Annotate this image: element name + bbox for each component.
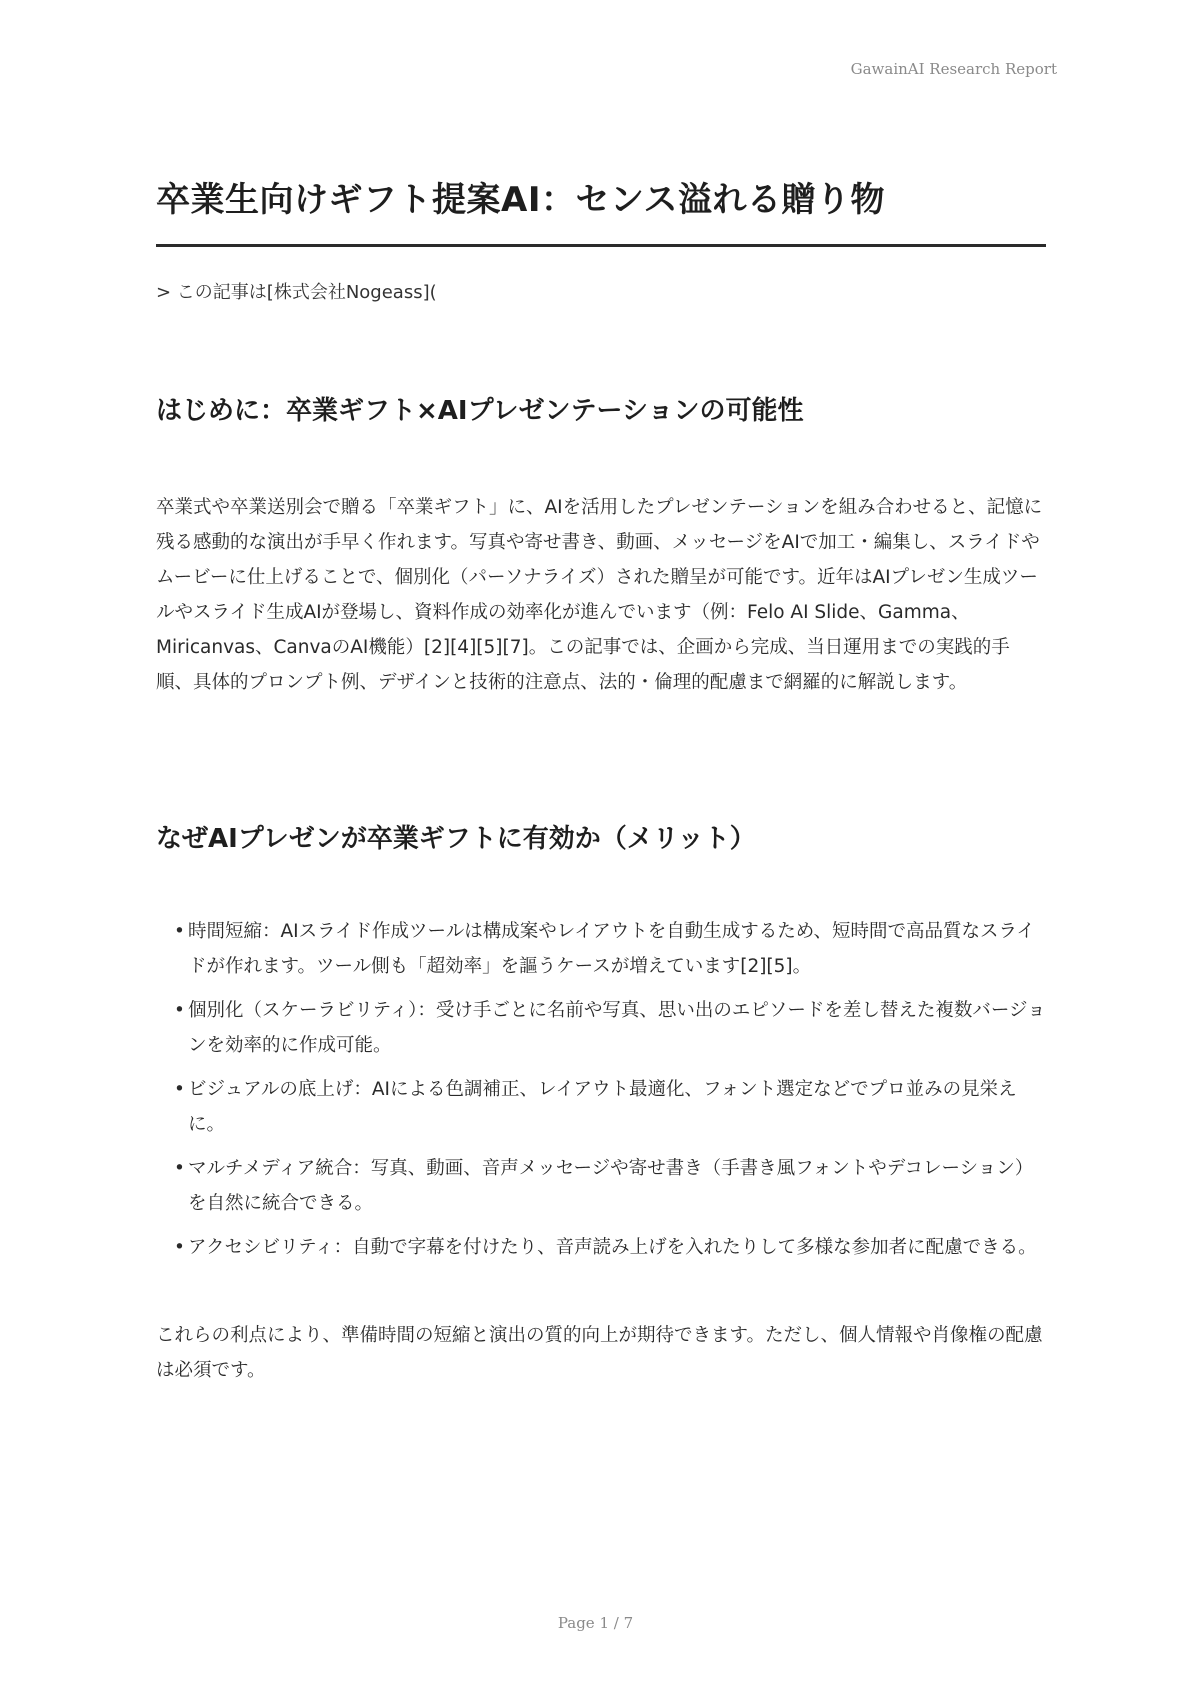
running-header: GawainAI Research Report [850, 60, 1057, 78]
benefits-list [156, 914, 1046, 1274]
blockquote-text: > この記事は[株式会社Nogeass]( [156, 282, 437, 303]
list-item: • 時間短縮：AIスライド作成ツールは構成案やレイアウトを自動生成するため、短時間で高品質なスライドが作れます。ツール側も「超効率」を謳うケースが増えています[2][5]。 [174, 921, 1035, 977]
intro-paragraph: 卒業式や卒業送別会で贈る「卒業ギフト」に、AIを活用したプレゼンテーションを組み合わせると、記憶に残る感動的な演出が手早く作れます。写真や寄せ書き、動画、メッセージをAIで加工・編集し、スライドやムービーに仕上げることで、個別化（パーソナライズ）された贈呈が可能です。近年はAIプレゼン生成ツールやスライド生成AIが登場し、資料作成の効率化が進んでいます（例：Felo AI Slide、Gamma、Miricanvas、CanvaのAI機能）[2][4][5][7]。この記事では、企画から完成、当日運用までの実践的手順、具体的プロンプト例、デザインと技術的注意点、法的・倫理的配慮まで網羅的に解説します。 [156, 497, 1043, 693]
section-heading-intro: はじめに：卒業ギフト×AIプレゼンテーションの可能性 [156, 396, 804, 426]
list-item: • 個別化（スケーラビリティ）：受け手ごとに名前や写真、思い出のエピソードを差し替えた複数バージョンを効率的に作成可能。 [174, 1000, 1046, 1056]
benefits-closing-paragraph: これらの利点により、準備時間の短縮と演出の質的向上が期待できます。ただし、個人情報や肖像権の配慮は必須です。 [156, 1325, 1043, 1381]
list-item: • アクセシビリティ：自動で字幕を付けたり、音声読み上げを入れたりして多様な参加者に配慮できる。 [174, 1237, 1037, 1258]
list-item-text: マルチメディア統合：写真、動画、音声メッセージや寄せ書き（手書き風フォントやデコレーション）を自然に統合できる。 [188, 1158, 1034, 1214]
title-divider [156, 244, 1046, 247]
list-item-text: 時間短縮：AIスライド作成ツールは構成案やレイアウトを自動生成するため、短時間で高品質なスライドが作れます。ツール側も「超効率」を謳うケースが増えています[2][5]。 [188, 921, 1035, 977]
list-item-text: アクセシビリティ：自動で字幕を付けたり、音声読み上げを入れたりして多様な参加者に配慮できる。 [188, 1237, 1037, 1258]
list-item-text: ビジュアルの底上げ：AIによる色調補正、レイアウト最適化、フォント選定などでプロ並みの見栄えに。 [188, 1079, 1017, 1135]
page-title: 卒業生向けギフト提案AI：センス溢れる贈り物 [156, 180, 885, 220]
list-item: • ビジュアルの底上げ：AIによる色調補正、レイアウト最適化、フォント選定などでプロ並みの見栄えに。 [174, 1079, 1017, 1135]
section-heading-benefits: なぜAIプレゼンが卒業ギフトに有効か（メリット） [156, 824, 756, 854]
list-item-text: 個別化（スケーラビリティ）：受け手ごとに名前や写真、思い出のエピソードを差し替えた複数バージョンを効率的に作成可能。 [188, 1000, 1046, 1056]
page-number: Page 1 / 7 [557, 1614, 634, 1632]
list-item: • マルチメディア統合：写真、動画、音声メッセージや寄せ書き（手書き風フォントやデコレーション）を自然に統合できる。 [174, 1158, 1034, 1214]
